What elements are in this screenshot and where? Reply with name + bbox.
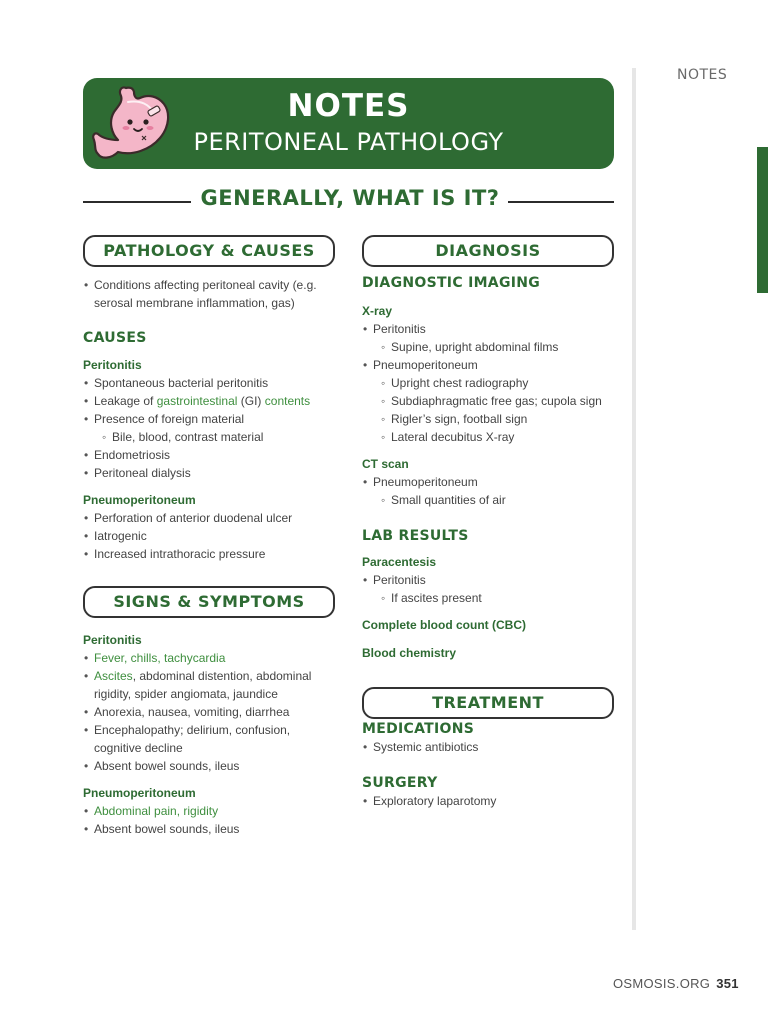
list-item: • Pneumoperitoneum xyxy=(362,473,622,491)
medications-list xyxy=(362,738,622,756)
sub-list-item: ◦ Bile, blood, contrast material xyxy=(83,428,338,446)
contents-link[interactable]: contents xyxy=(264,394,311,408)
list-item: • Spontaneous bacterial peritonitis xyxy=(83,374,338,392)
paracentesis-title: Paracentesis xyxy=(362,555,437,569)
lab-results-title: LAB RESULTS xyxy=(362,528,469,544)
signs-symptoms-header: SIGNS & SYMPTOMS xyxy=(83,586,335,618)
list-item: • Peritonitis xyxy=(362,320,622,338)
list-item: • Peritoneal dialysis xyxy=(83,464,338,482)
list-item: • Absent bowel sounds, ileus xyxy=(83,757,338,775)
stomach-mascot-icon xyxy=(88,82,176,164)
signs-peritonitis-list xyxy=(83,649,338,775)
sub-list-item: ◦ Subdiaphragmatic free gas; cupola sign xyxy=(362,392,622,410)
blood-chemistry-title: Blood chemistry xyxy=(362,646,457,660)
causes-title: CAUSES xyxy=(83,330,147,346)
diagnosis-header: DIAGNOSIS xyxy=(362,235,614,267)
ascites-link[interactable]: Ascites xyxy=(94,669,133,683)
site-name: OSMOSIS.ORG xyxy=(613,976,711,991)
section-title: GENERALLY, WHAT IS IT? xyxy=(200,186,500,210)
signs-pneumo-title: Pneumoperitoneum xyxy=(83,786,196,800)
xray-list xyxy=(362,320,622,446)
list-item: • Anorexia, nausea, vomiting, diarrhea xyxy=(83,703,338,721)
cbc-title: Complete blood count (CBC) xyxy=(362,618,526,632)
list-item: • Encephalopathy; delirium, confusion, cognitive decline xyxy=(83,721,338,757)
list-item xyxy=(83,667,338,703)
list-item: • Absent bowel sounds, ileus xyxy=(83,820,338,838)
page-number: 351 xyxy=(716,976,739,991)
section-rule-right xyxy=(508,201,614,203)
treatment-header: TREATMENT xyxy=(362,687,614,719)
list-item: • Pneumoperitoneum xyxy=(362,356,622,374)
margin-divider xyxy=(632,68,636,930)
list-item: • Iatrogenic xyxy=(83,527,338,545)
chapter-tab xyxy=(757,147,768,293)
list-item xyxy=(83,392,338,410)
text-segment: (GI) xyxy=(237,394,265,408)
list-item: • Peritonitis xyxy=(362,571,622,589)
list-item: • Exploratory laparotomy xyxy=(362,792,622,810)
sub-list-item: ◦ Rigler’s sign, football sign xyxy=(362,410,622,428)
list-item: • Endometriosis xyxy=(83,446,338,464)
list-item xyxy=(83,649,338,667)
ct-scan-title: CT scan xyxy=(362,457,409,471)
sub-list-item: ◦ Lateral decubitus X-ray xyxy=(362,428,622,446)
sub-list-item: ◦ Upright chest radiography xyxy=(362,374,622,392)
causes-peritonitis-title: Peritonitis xyxy=(83,358,142,372)
causes-pneumo-list xyxy=(83,509,338,563)
xray-title: X-ray xyxy=(362,304,393,318)
sub-list-item: ◦ Small quantities of air xyxy=(362,491,622,509)
pathology-causes-header: PATHOLOGY & CAUSES xyxy=(83,235,335,267)
surgery-title: SURGERY xyxy=(362,775,438,791)
sub-list-item: ◦ If ascites present xyxy=(362,589,622,607)
banner-subtitle: PERITONEAL PATHOLOGY xyxy=(193,128,504,156)
list-item: • Perforation of anterior duodenal ulcer xyxy=(83,509,338,527)
fever-link[interactable]: Fever, chills, tachycardia xyxy=(94,651,226,665)
sub-list-item: ◦ Supine, upright abdominal films xyxy=(362,338,622,356)
signs-pneumo-list xyxy=(83,802,338,838)
gastrointestinal-link[interactable]: gastrointestinal xyxy=(156,394,238,408)
abdominal-pain-link[interactable]: Abdominal pain, rigidity xyxy=(94,804,219,818)
ct-list xyxy=(362,473,622,509)
pathology-list xyxy=(83,276,338,312)
signs-peritonitis-title: Peritonitis xyxy=(83,633,142,647)
left-column xyxy=(83,276,338,838)
medications-title: MEDICATIONS xyxy=(362,721,475,737)
right-column xyxy=(362,274,622,810)
list-item: • Conditions affecting peritoneal cavity (e.g. serosal membrane inflammation, gas) xyxy=(83,276,338,312)
section-rule-left xyxy=(83,201,191,203)
banner-title: NOTES xyxy=(287,88,410,124)
list-item: • Presence of foreign material xyxy=(83,410,338,428)
list-item: • Increased intrathoracic pressure xyxy=(83,545,338,563)
list-item xyxy=(83,802,338,820)
notes-side-label: NOTES xyxy=(677,67,728,83)
causes-pneumo-title: Pneumoperitoneum xyxy=(83,493,196,507)
text-segment: Leakage of xyxy=(94,394,157,408)
causes-peritonitis-list xyxy=(83,374,338,482)
surgery-list xyxy=(362,792,622,810)
page-footer xyxy=(613,976,739,991)
list-item: • Systemic antibiotics xyxy=(362,738,622,756)
diagnostic-imaging-title: DIAGNOSTIC IMAGING xyxy=(362,275,541,291)
paracentesis-list xyxy=(362,571,622,607)
text-segment: , abdominal distention, abdominal rigidity, spider angiomata, jaundice xyxy=(94,669,312,701)
